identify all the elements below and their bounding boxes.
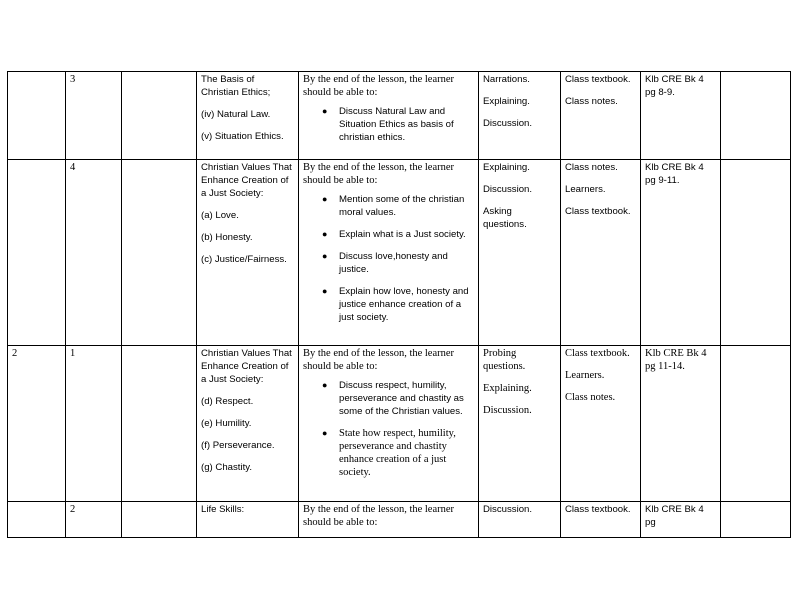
bullet-icon: ● xyxy=(322,286,328,296)
method-line: Explaining. xyxy=(483,383,532,394)
blank-cell xyxy=(122,346,197,502)
table-row xyxy=(8,502,791,538)
blank-cell xyxy=(122,160,197,346)
topic-line: (d) Respect. xyxy=(201,396,254,407)
topic-line: (b) Honesty. xyxy=(201,232,253,243)
resources-cell xyxy=(561,346,641,502)
blank-cell xyxy=(122,502,197,538)
resource-line: Class textbook. xyxy=(565,504,631,515)
bullet-icon: ● xyxy=(322,106,328,116)
resource-line: Class notes. xyxy=(565,96,618,107)
objectives-intro: By the end of the lesson, the learner should be able to: xyxy=(303,74,455,98)
topic-line: (a) Love. xyxy=(201,210,239,221)
method-line: Narrations. xyxy=(483,74,530,85)
resources-cell xyxy=(561,160,641,346)
references-cell xyxy=(641,502,721,538)
resource-line: Class notes. xyxy=(565,392,616,403)
objectives-list xyxy=(303,105,474,144)
resource-line: Learners. xyxy=(565,370,605,381)
objectives-intro: By the end of the lesson, the learner should be able to: xyxy=(303,504,455,528)
lesson-cell: 2 xyxy=(66,502,122,538)
topic-cell xyxy=(197,160,299,346)
resources-cell xyxy=(561,502,641,538)
topic-line: Christian Values That Enhance Creation of a Just Society: xyxy=(201,348,292,385)
reference-text: Klb CRE Bk 4 pg 9-11. xyxy=(645,162,704,186)
reference-text: Klb CRE Bk 4 pg 8-9. xyxy=(645,74,704,98)
methods-cell xyxy=(479,502,561,538)
topic-cell xyxy=(197,72,299,160)
bullet-icon: ● xyxy=(322,194,328,204)
objectives-list xyxy=(303,379,474,479)
topic-line: (e) Humility. xyxy=(201,418,252,429)
topic-line: (v) Situation Ethics. xyxy=(201,131,284,142)
method-line: Asking questions. xyxy=(483,206,527,230)
blank-cell xyxy=(122,72,197,160)
objectives-cell xyxy=(299,346,479,502)
bullet-icon: ● xyxy=(322,380,328,390)
list-item: ● Discuss love,honesty and justice. xyxy=(322,251,448,275)
remarks-cell xyxy=(721,160,791,346)
references-cell xyxy=(641,346,721,502)
resource-line: Class textbook. xyxy=(565,74,631,85)
reference-text: Klb CRE Bk 4 pg 11-14. xyxy=(645,348,707,372)
method-line: Discussion. xyxy=(483,118,533,129)
bullet-icon: ● xyxy=(322,428,328,438)
week-cell xyxy=(8,72,66,160)
remarks-cell xyxy=(721,72,791,160)
objectives-cell xyxy=(299,160,479,346)
references-cell xyxy=(641,72,721,160)
topic-line: (f) Perseverance. xyxy=(201,440,275,451)
list-item: ● Mention some of the christian moral values. xyxy=(322,194,465,218)
remarks-cell xyxy=(721,346,791,502)
topic-line: (iv) Natural Law. xyxy=(201,109,271,120)
method-line: Discussion. xyxy=(483,405,532,416)
table-row xyxy=(8,346,791,502)
references-cell xyxy=(641,160,721,346)
methods-cell xyxy=(479,160,561,346)
list-item: ● State how respect, humility, perseverance and chastity enhance creation of a just society. xyxy=(322,428,456,478)
list-item: ● Discuss Natural Law and Situation Ethics as basis of christian ethics. xyxy=(322,106,454,143)
resource-line: Class textbook. xyxy=(565,348,630,359)
method-line: Explaining. xyxy=(483,96,530,107)
objectives-list xyxy=(303,193,474,324)
topic-line: Life Skills: xyxy=(201,504,245,515)
method-line: Explaining. xyxy=(483,162,530,173)
objectives-cell xyxy=(299,502,479,538)
resource-line: Learners. xyxy=(565,184,606,195)
method-line: Discussion. xyxy=(483,184,533,195)
topic-line: (c) Justice/Fairness. xyxy=(201,254,287,265)
lesson-cell: 1 xyxy=(66,346,122,502)
methods-cell xyxy=(479,346,561,502)
week-cell: 2 xyxy=(8,346,66,502)
methods-cell xyxy=(479,72,561,160)
objectives-intro: By the end of the lesson, the learner should be able to: xyxy=(303,162,455,186)
week-cell xyxy=(8,502,66,538)
topic-cell xyxy=(197,346,299,502)
topic-line: Christian Values That Enhance Creation of a Just Society: xyxy=(201,162,292,199)
lesson-cell: 3 xyxy=(66,72,122,160)
resources-cell xyxy=(561,72,641,160)
table-row xyxy=(8,72,791,160)
objectives-intro: By the end of the lesson, the learner should be able to: xyxy=(303,348,455,372)
resource-line: Class notes. xyxy=(565,162,618,173)
table-row xyxy=(8,160,791,346)
method-line: Probing questions. xyxy=(483,348,526,372)
objectives-cell xyxy=(299,72,479,160)
list-item: ● Explain what is a Just society. xyxy=(322,229,466,240)
resource-line: Class textbook. xyxy=(565,206,631,217)
topic-line: The Basis of Christian Ethics; xyxy=(201,74,271,98)
method-line: Discussion. xyxy=(483,504,533,515)
scheme-of-work-table xyxy=(7,71,791,538)
list-item: ● Explain how love, honesty and justice enhance creation of a just society. xyxy=(322,286,469,323)
topic-cell xyxy=(197,502,299,538)
remarks-cell xyxy=(721,502,791,538)
topic-line: (g) Chastity. xyxy=(201,462,252,473)
lesson-cell: 4 xyxy=(66,160,122,346)
list-item: ● Discuss respect, humility, perseverance and chastity as some of the Christian values. xyxy=(322,380,464,417)
reference-text: Klb CRE Bk 4 pg xyxy=(645,504,704,528)
bullet-icon: ● xyxy=(322,251,328,261)
bullet-icon: ● xyxy=(322,229,328,239)
week-cell xyxy=(8,160,66,346)
